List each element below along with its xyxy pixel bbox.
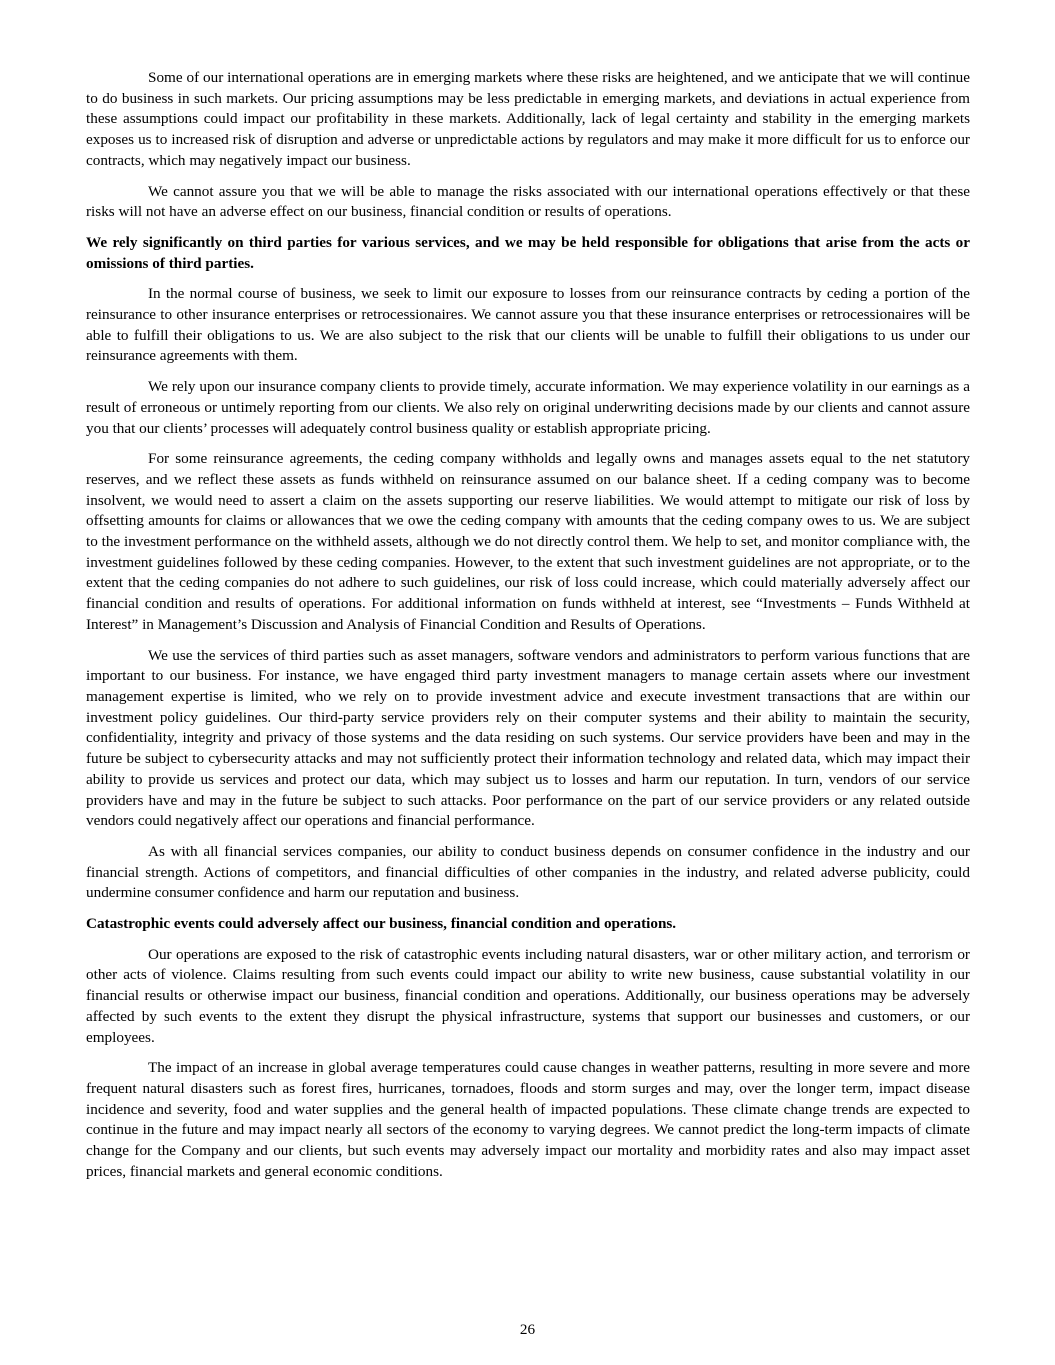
paragraph-service-providers: We use the services of third parties such as asset managers, software vendors and administrators to perform various functions that are important to our business. For instance, we have engaged third party investment managers to manage certain assets where our investment management expertise is limited, who we rely on to provide investment advice and execute investment transactions that are within our investment policy guidelines. Our third-party service providers rely on their computer systems and their ability to maintain the security, confidentiality, integrity and privacy of those systems and the data residing on such systems. Our service providers have been and may in the future be subject to cybersecurity attacks and may not sufficiently protect their information technology and related data, which may impact their ability to provide us services and protect our data, which may subject us to losses and harm our reputation. In turn, vendors of our service providers have and may in the future be subject to such attacks. Poor performance on the part of our service providers or any related outside vendors could negatively affect our operations and financial performance. bbox=[86, 646, 970, 830]
paragraph-consumer-confidence: As with all financial services companies, our ability to conduct business depends on consumer confidence in the industry and our financial strength. Actions of competitors, and financial difficulties of other companies in the industry, and related adverse publicity, could undermine consumer confidence and harm our reputation and business. bbox=[86, 842, 970, 902]
heading-catastrophic-events: Catastrophic events could adversely affect our business, financial condition and operations. bbox=[86, 915, 677, 933]
paragraph-reinsurance-ceding: In the normal course of business, we seek to limit our exposure to losses from our reinsurance contracts by ceding a portion of the reinsurance to other insurance enterprises or retrocessionaires. We cannot assure you that these insurance enterprises or retrocessionaires will be able to fulfill their obligations to us. We are also subject to the risk that our clients will be unable to fulfill their obligations to us under our reinsurance agreements with them. bbox=[86, 285, 970, 365]
paragraph-client-information: We rely upon our insurance company clients to provide timely, accurate information. We may experience volatility in our earnings as a result of erroneous or untimely reporting from our clients. We also rely on original underwriting decisions made by our clients and cannot assure you that our clients’ processes will adequately control business quality or establish appropriate pricing. bbox=[86, 378, 970, 437]
page-number: 26 bbox=[519, 1321, 536, 1338]
paragraph-catastrophic-risk: Our operations are exposed to the risk of catastrophic events including natural disasters, war or other military action, and terrorism or other acts of violence. Claims resulting from such events could impact our ability to write new business, cause substantial volatility in our financial results or otherwise impact our business, financial condition and operations. Additionally, our business operations may be adversely affected by such events to the extent they disrupt the physical infrastructure, systems that support our businesses and customers, or our employees. bbox=[86, 945, 970, 1046]
paragraph-funds-withheld: For some reinsurance agreements, the ceding company withholds and legally owns and manages assets equal to the net statutory reserves, and we reflect these assets as funds withheld on reinsurance assumed on our balance sheet. If a ceding company was to become insolvent, we would need to assert a claim on the assets supporting our reserve liabilities. We would attempt to mitigate our risk of loss by offsetting amounts for claims or allowances that we owe the ceding company with amounts that the ceding company owes to us. We are subject to the investment performance on the withheld assets, although we do not directly control them. We help to set, and monitor compliance with, the investment guidelines followed by these ceding companies. However, to the extent that such investment guidelines are not appropriate, or to the extent that the ceding companies do not adhere to such guidelines, our risk of loss could increase, which could materially adversely affect our financial condition and results of operations. For additional information on funds withheld at interest, see “Investments – Funds Withheld at Interest” in Management’s Discussion and Analysis of Financial Condition and Results of Operations. bbox=[86, 450, 970, 633]
paragraph-international-risks: We cannot assure you that we will be able to manage the risks associated with our international operations effectively or that these risks will not have an adverse effect on our business, financial condition or results of operations. bbox=[86, 182, 970, 221]
paragraph-climate-change: The impact of an increase in global average temperatures could cause changes in weather patterns, resulting in more severe and more frequent natural disasters such as forest fires, hurricanes, tornadoes, floods and storm surges and may, over the longer term, impact disease incidence and severity, food and water supplies and the general health of impacted populations. These climate change trends are expected to continue in the future and may impact nearly all sectors of the economy to varying degrees. We cannot predict the long-term impacts of climate change for the Company and our clients, but such events may adversely impact our mortality and morbidity rates and also may impact asset prices, financial markets and general economic conditions. bbox=[86, 1059, 970, 1180]
document-body bbox=[86, 68, 970, 1192]
heading-third-parties: We rely significantly on third parties for various services, and we may be held responsible for obligations that arise from the acts or omissions of third parties. bbox=[86, 233, 970, 272]
paragraph-emerging-markets: Some of our international operations are in emerging markets where these risks are heightened, and we anticipate that we will continue to do business in such markets. Our pricing assumptions may be less predictable in emerging markets, and deviations in actual experience from these assumptions could impact our profitability in these markets. Additionally, lack of legal certainty and stability in the emerging markets exposes us to increased risk of disruption and adverse or unpredictable actions by regulators and may make it more difficult for us to enforce our contracts, which may negatively impact our business. bbox=[86, 69, 970, 169]
